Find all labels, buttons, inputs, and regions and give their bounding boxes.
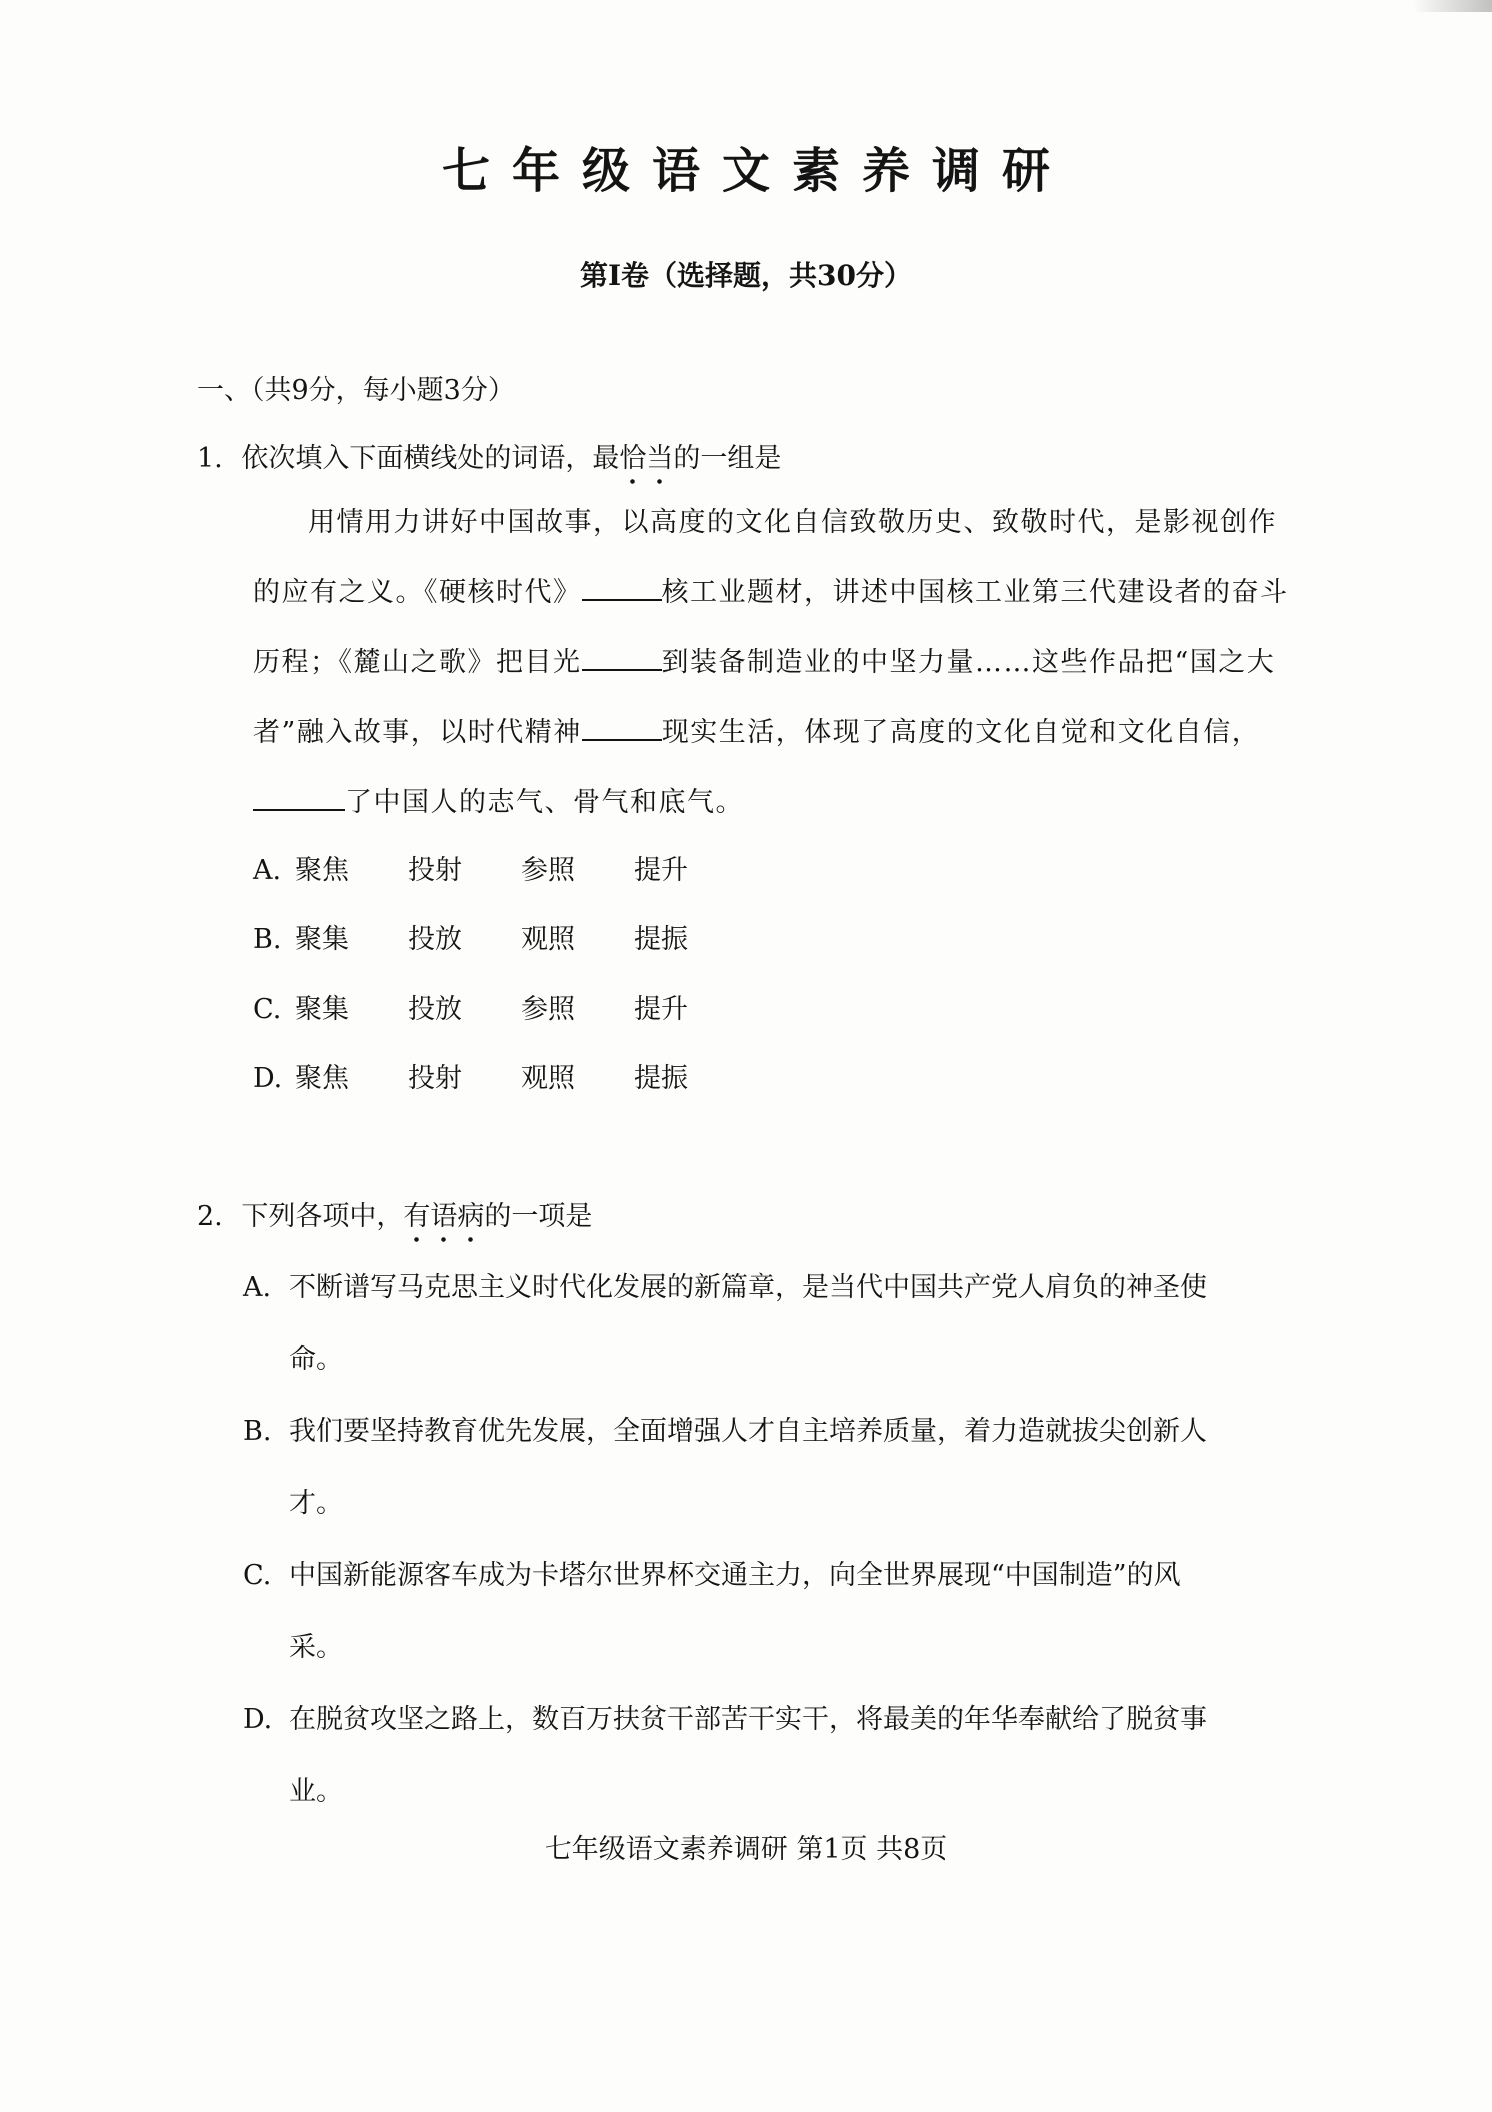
q2-option-d-cont: 业。 [289, 1776, 343, 1807]
q2-option-b: B. 我们要坚持教育优先发展，全面增强人才自主培养质量，着力造就拔尖创新人 [243, 1416, 1207, 1447]
passage-line [253, 640, 1275, 679]
emphasis-text: 有语病 [403, 1194, 484, 1233]
question-number: 2. [197, 1201, 223, 1232]
option-row-d: D. 聚焦 投射 观照 提振 [253, 1063, 688, 1094]
question-1-stem [197, 436, 781, 475]
section-heading: 一、（共9分，每小题3分） [197, 375, 515, 406]
emphasis-text: 恰当 [619, 436, 673, 475]
q2-option-c: C. 中国新能源客车成为卡塔尔世界杯交通主力，向全世界展现“中国制造”的风 [243, 1560, 1181, 1591]
q2-option-b-cont: 才。 [289, 1488, 343, 1519]
scan-edge-mark [1412, 0, 1492, 12]
stem-text: 依次填入下面横线处的词语，最 [241, 443, 620, 474]
fill-blank [582, 645, 662, 671]
fill-blank [582, 575, 662, 601]
option-row-a: A. 聚焦 投射 参照 提升 [253, 855, 688, 886]
q2-option-a: A. 不断谱写马克思主义时代化发展的新篇章，是当代中国共产党人肩负的神圣使 [243, 1272, 1207, 1303]
option-row-b: B. 聚集 投放 观照 提振 [253, 924, 688, 955]
passage-text: 者”融入故事，以时代精神 [253, 717, 582, 748]
q2-option-a-cont: 命。 [289, 1344, 343, 1375]
stem-text: 的一项是 [484, 1201, 593, 1232]
page-footer: 七年级语文素养调研 第1页 共8页 [544, 1834, 948, 1865]
passage-text: 到装备制造业的中坚力量……这些作品把“国之大 [661, 647, 1276, 678]
passage-line [253, 710, 1260, 749]
passage-line [253, 570, 1289, 609]
fill-blank [253, 785, 345, 811]
passage-line: 用情用力讲好中国故事，以高度的文化自信致敬历史、致敬时代，是影视创作 [308, 507, 1277, 538]
passage-text: 了中国人的志气、骨气和底气。 [345, 787, 744, 818]
passage-text: 核工业题材，讲述中国核工业第三代建设者的奋斗 [661, 577, 1289, 608]
q2-option-c-cont: 采。 [289, 1632, 343, 1663]
stem-text: 的一组是 [673, 443, 782, 474]
passage-line [253, 780, 744, 819]
stem-text: 下列各项中， [241, 1201, 404, 1232]
option-row-c: C. 聚集 投放 参照 提升 [253, 994, 688, 1025]
passage-text: 的应有之义。《硬核时代》 [253, 577, 582, 608]
question-number: 1. [197, 443, 223, 474]
passage-text: 现实生活，体现了高度的文化自觉和文化自信， [661, 717, 1261, 748]
paper-subtitle: 第Ⅰ卷（选择题，共30分） [579, 259, 913, 292]
page-title: 七年级语文素养调研 [441, 143, 1072, 199]
question-2-stem [197, 1194, 592, 1233]
fill-blank [582, 715, 662, 741]
q2-option-d: D. 在脱贫攻坚之路上，数百万扶贫干部苦干实干，将最美的年华奉献给了脱贫事 [243, 1704, 1207, 1735]
passage-text: 历程；《麓山之歌》把目光 [253, 647, 582, 678]
